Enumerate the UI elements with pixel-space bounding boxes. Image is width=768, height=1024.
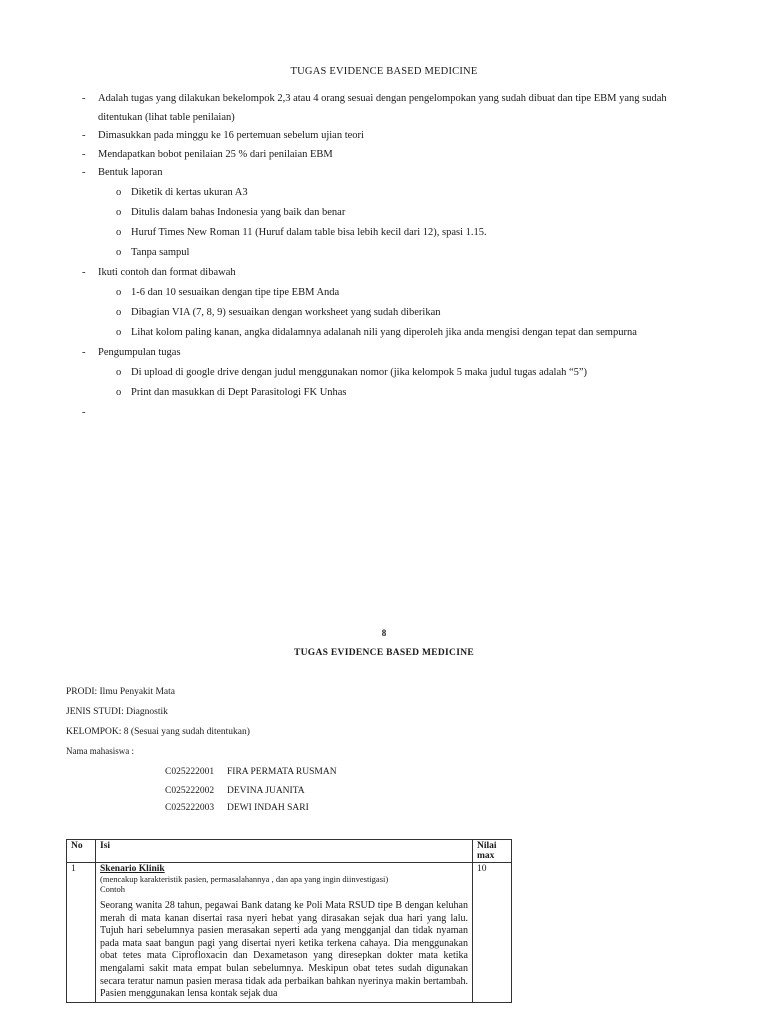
- row-title: Skenario Klinik: [100, 864, 165, 874]
- row-max-score: 10: [473, 863, 512, 1003]
- header-isi: Isi: [96, 840, 473, 863]
- dash-bullet: -: [82, 167, 86, 178]
- list-item: Pengumpulan tugas: [98, 347, 181, 358]
- evaluation-table: [66, 839, 512, 1003]
- prodi-field: PRODI: Ilmu Penyakit Mata: [66, 687, 175, 697]
- list-item: Mendapatkan bobot penilaian 25 % dari penilaian EBM: [98, 149, 333, 160]
- row-note: (mencakup karakteristik pasien, permasalahannya , dan apa yang ingin diinvestigasi): [100, 874, 389, 884]
- student-id: C025222002: [165, 786, 215, 796]
- header-max: max: [477, 851, 495, 861]
- list-item: Ikuti contoh dan format dibawah: [98, 267, 236, 278]
- student-id: C025222001: [165, 767, 215, 777]
- list-item: Dimasukkan pada minggu ke 16 pertemuan sebelum ujian teori: [98, 130, 364, 141]
- student-name: DEVINA JUANITA: [227, 786, 305, 796]
- page-title: TUGAS EVIDENCE BASED MEDICINE: [290, 66, 478, 77]
- dash-bullet: -: [82, 267, 86, 278]
- sub-list-item: Di upload di google drive dengan judul menggunakan nomor (jika kelompok 5 maka judul tugas adalah “5”): [131, 367, 588, 378]
- header-no: No: [67, 840, 96, 863]
- row-contoh: Contoh: [100, 884, 126, 894]
- student-name: FIRA PERMATA RUSMAN: [227, 767, 337, 777]
- sub-list-item: Dibagian VIA (7, 8, 9) sesuaikan dengan worksheet yang sudah diberikan: [131, 307, 441, 318]
- table-header-row: [67, 840, 512, 863]
- page-number: 8: [381, 628, 387, 638]
- sub-list-item: 1-6 dan 10 sesuaikan dengan tipe tipe EBM Anda: [131, 287, 340, 298]
- circle-bullet: o: [116, 187, 122, 198]
- list-item-continuation: ditentukan (lihat table penilaian): [98, 112, 235, 123]
- circle-bullet: o: [116, 227, 122, 238]
- circle-bullet: o: [116, 287, 122, 298]
- dash-bullet: -: [82, 130, 86, 141]
- dash-bullet: -: [82, 407, 86, 418]
- dash-bullet: -: [82, 347, 86, 358]
- circle-bullet: o: [116, 327, 122, 338]
- row-number: 1: [67, 863, 96, 1003]
- sub-list-item: Ditulis dalam bahas Indonesia yang baik dan benar: [131, 207, 346, 218]
- scenario-paragraph: Seorang wanita 28 tahun, pegawai Bank datang ke Poli Mata RSUD tipe B dengan keluhan merah di mata kanan disertai rasa nyeri hebat yang dirasakan sejak dua hari yang lalu. Tujuh hari sebelumnya pasien merasakan seperti ada yang mengganjal dan tidak nyaman pada mata saat bangun pagi yang disertai nyeri ketika terkena cahaya. Dia menggunakan obat tetes mata Ciprofloxacin dan Dexametason yang diresepkan dokter mata ketika mengalami sakit mata empat bulan sebelumnya. Meskipun obat tetes sudah digunakan secara teratur namun pasien merasa tidak ada perbaikan bahkan nyerinya makin bertambah. Pasien menggunakan lensa kontak sejak dua: [100, 900, 468, 1000]
- sub-list-item: Diketik di kertas ukuran A3: [131, 187, 248, 198]
- page-title: TUGAS EVIDENCE BASED MEDICINE: [294, 648, 474, 658]
- sub-list-item: Lihat kolom paling kanan, angka didalamnya adalanah nili yang diperoleh jika anda mengisi dengan tepat dan sempurna: [131, 327, 637, 338]
- circle-bullet: o: [116, 387, 122, 398]
- kelompok-field: KELOMPOK: 8 (Sesuai yang sudah ditentukan): [66, 727, 250, 737]
- circle-bullet: o: [116, 207, 122, 218]
- table-row: [67, 863, 512, 1003]
- circle-bullet: o: [116, 307, 122, 318]
- circle-bullet: o: [116, 367, 122, 378]
- student-id: C025222003: [165, 803, 215, 813]
- header-nilai-max: [473, 840, 512, 863]
- row-content: [96, 863, 473, 1003]
- sub-list-item: Tanpa sampul: [131, 247, 190, 258]
- circle-bullet: o: [116, 247, 122, 258]
- sub-list-item: Huruf Times New Roman 11 (Huruf dalam table bisa lebih kecil dari 12), spasi 1.15.: [131, 227, 487, 238]
- list-item: Adalah tugas yang dilakukan bekelompok 2,3 atau 4 orang sesuai dengan pengelompokan yang sudah dibuat dan tipe EBM yang sudah: [98, 93, 667, 104]
- sub-list-item: Print dan masukkan di Dept Parasitologi FK Unhas: [131, 387, 347, 398]
- list-item: Bentuk laporan: [98, 167, 163, 178]
- jenis-studi-field: JENIS STUDI: Diagnostik: [66, 707, 168, 717]
- student-name: DEWI INDAH SARI: [227, 803, 309, 813]
- header-nilai: Nilai: [477, 841, 497, 851]
- nama-mahasiswa-label: Nama mahasiswa :: [66, 746, 134, 756]
- dash-bullet: -: [82, 93, 86, 104]
- dash-bullet: -: [82, 149, 86, 160]
